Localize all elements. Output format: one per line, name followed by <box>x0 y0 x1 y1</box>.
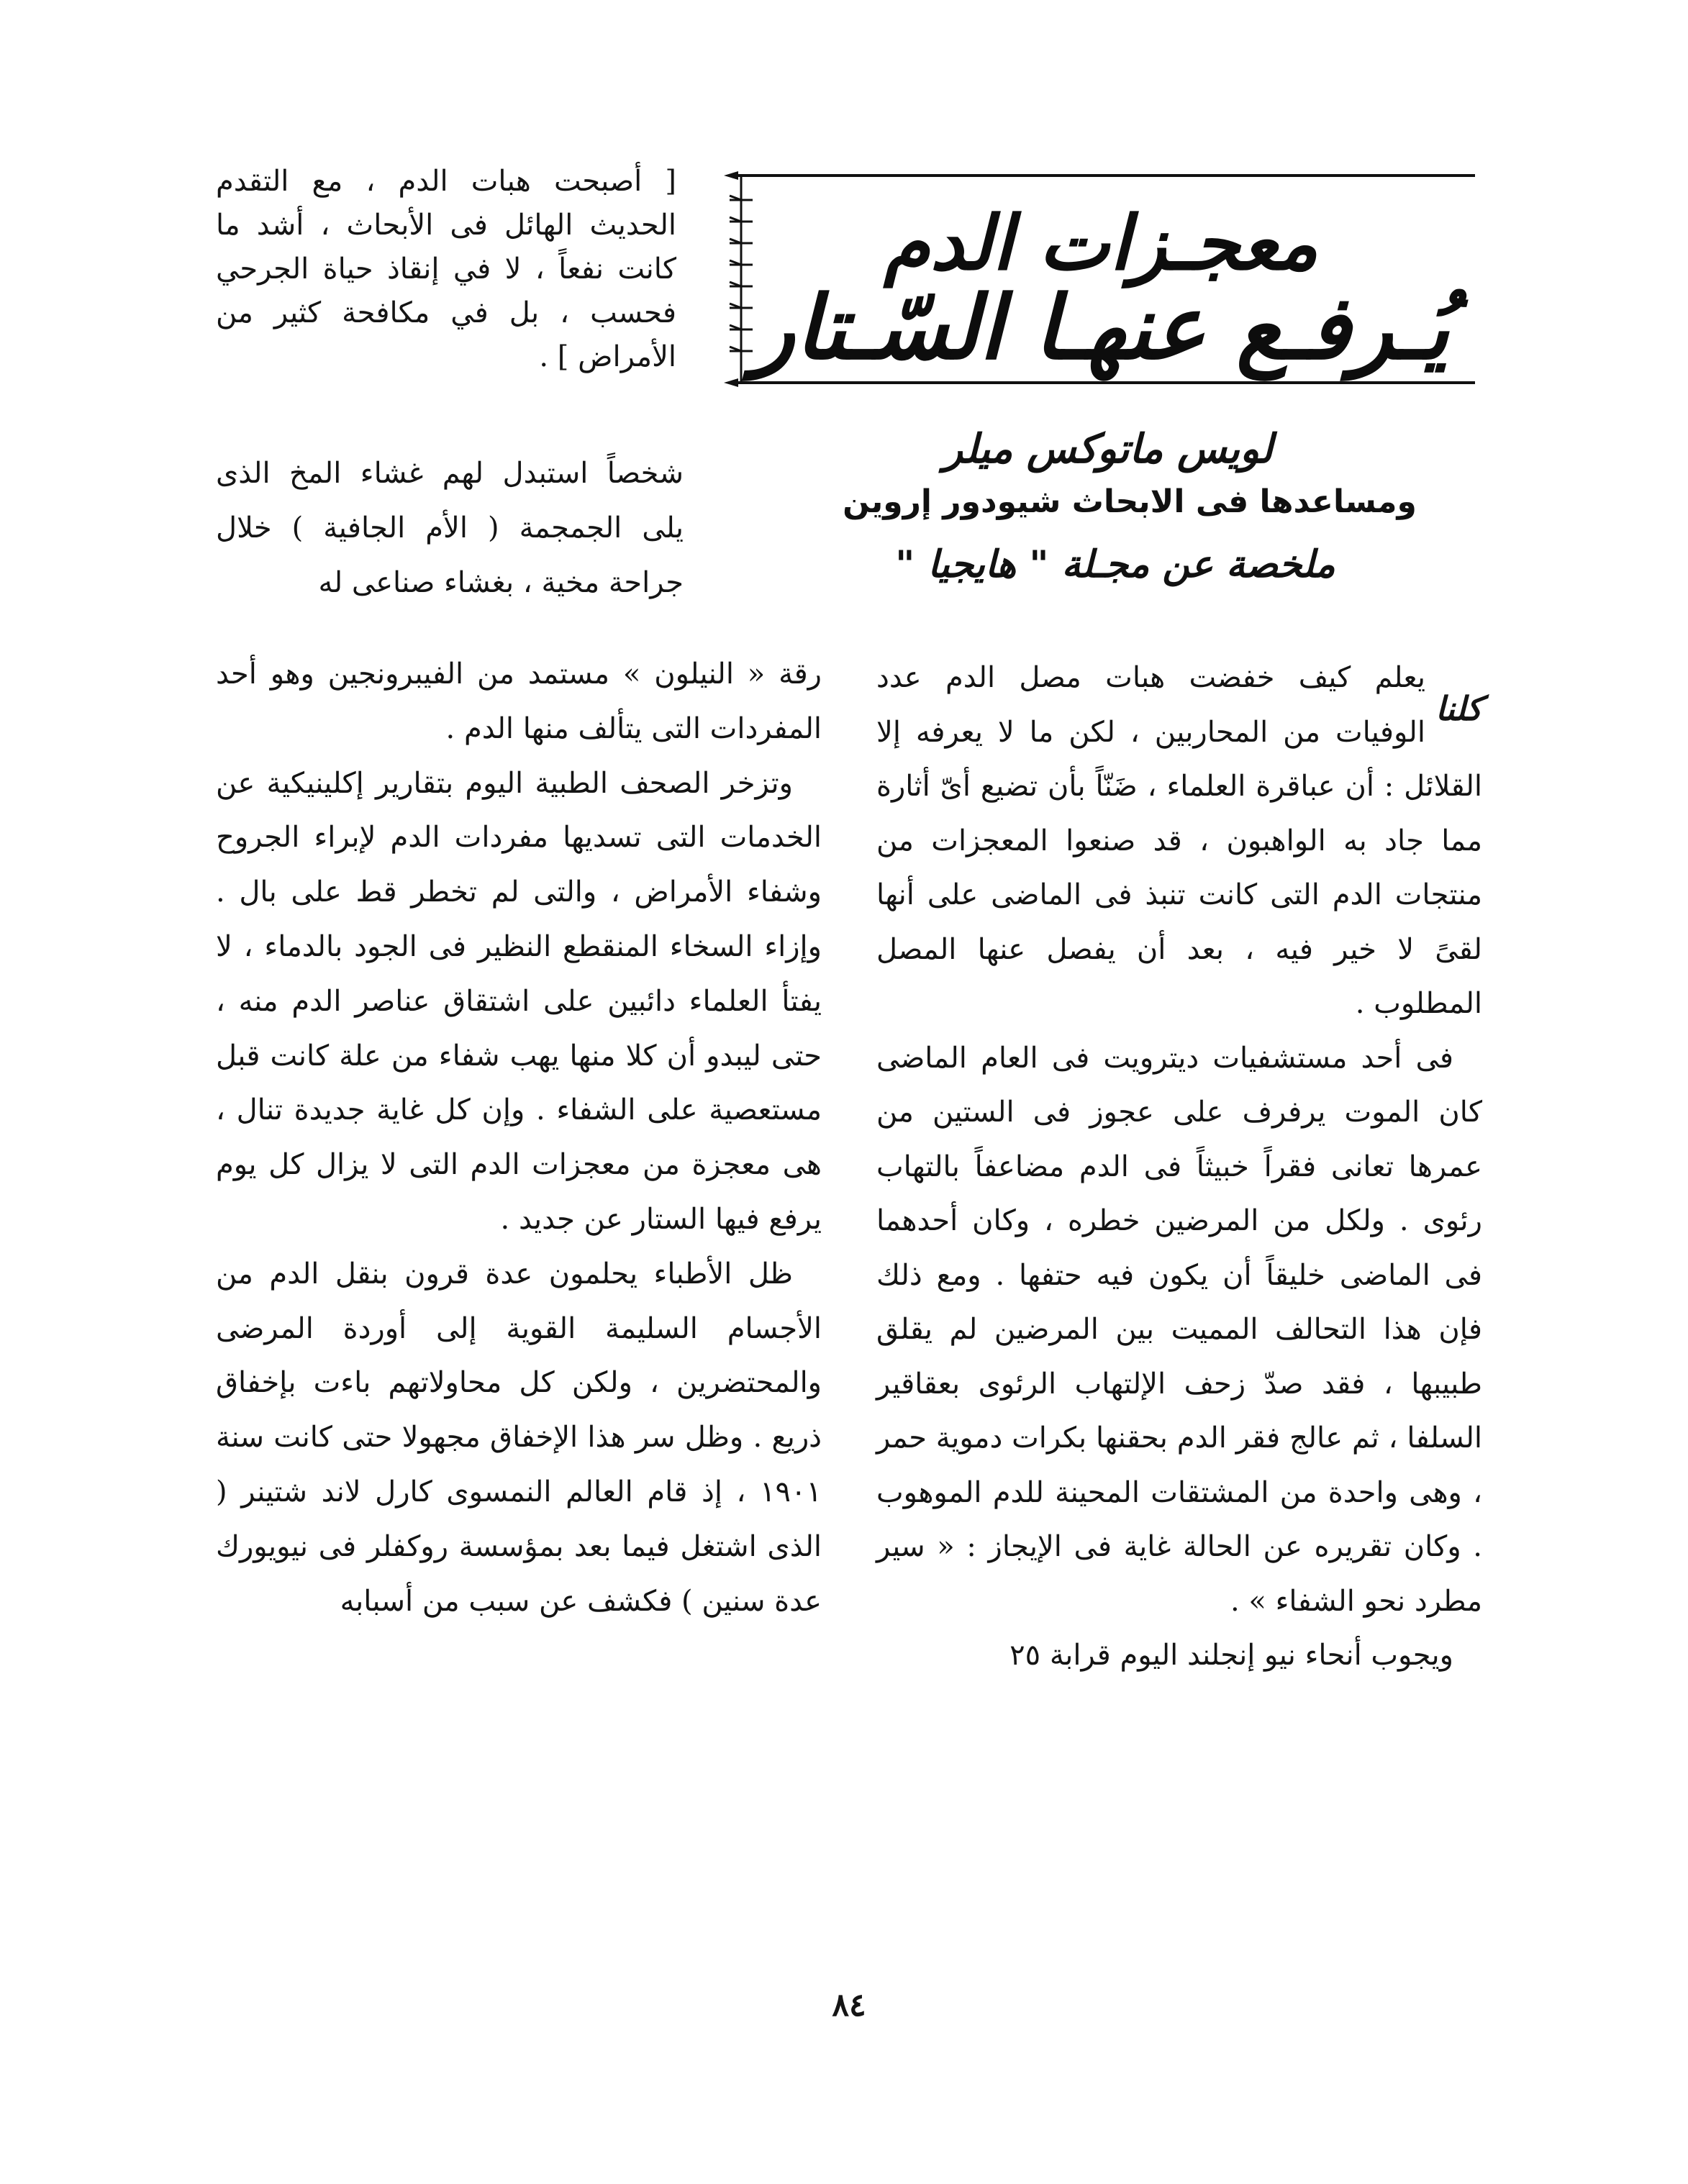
author-name: لويس ماتوكس ميلر <box>943 426 1273 473</box>
right-column <box>876 651 1482 1683</box>
left-paragraph-2: وتزخر الصحف الطبية اليوم بتقارير إكلينيكية عن الخدمات التى تسديها مفردات الدم لإبراء الجروح وشفاء الأمراض ، والتى لم تخطر قط على بال . وإزاء السخاء المنقطع النظير فى الجود بالدماء ، لا يفتأ العلماء دائبين على اشتقاق عناصر الدم منه ، حتى ليبدو أن كلا منها يهب شفاء من علة كانت قبل مستعصية على الشفاء . وإن كل غاية جديدة تنال ، هى معجزة من معجزات الدم التى لا يزال كل يوم يرفع فيها الستار عن جديد . <box>216 766 822 1236</box>
article-title-block <box>720 171 1482 387</box>
right-paragraph-1: يعلم كيف خفضت هبات مصل الدم عدد الوفيات من المحاربين ، لكن ما لا يعرفه إلا القلائل : أن عباقرة العلماء ، ضَنّاً بأن تضيع أىّ أثارة مما جاد به الواهبون ، قد صنعوا المعجزات من منتجات الدم التى كانت تنبذ فى الماضى على أنها لقىً لا خير فيه ، بعد أن يفصل عنها المصل المطلوب . <box>876 661 1483 1020</box>
research-assistant: ومساعدها فى الابحاث شيودور إروين <box>843 483 1417 520</box>
left-paragraph-3: ظل الأطباء يحلمون عدة قرون بنقل الدم من الأجسام السليمة القوية إلى أوردة المرضى والمحتضرين ، ولكن كل محاولاتهم باءت بإخفاق ذريع . وظل سر هذا الإخفاق مجهولا حتى كانت سنة ١٩٠١ ، إذ قام العالم النمسوى كارل لاند شتينر ( الذى اشتغل فيما بعد بمؤسسة روكفلر فى نيويورك عدة سنين ) فكشف عن سبب من أسبابه <box>216 1257 822 1618</box>
source-credit: ملخصة عن مجـلة " هايجيا " <box>895 543 1335 586</box>
title-line-1: معجـزات الدم <box>884 199 1318 287</box>
intro-paragraph: [ أصبحت هبات الدم ، مع التقدم الحديث الهائل فى الأبحاث ، أشد ما كانت نفعاً ، لا في إنقاذ حياة الجرحي فحسب ، بل في مكافحة كثير من الأمراض ] . <box>216 165 676 373</box>
left-column-top-text: شخصاً استبدل لهم غشاء المخ الذى يلى الجمجمة ( الأم الجافية ) خلال جراحة مخية ، بغشاء صناعى له <box>216 457 684 599</box>
right-paragraph-2: فى أحد مستشفيات ديترويت فى العام الماضى كان الموت يرفرف على عجوز فى الستين من عمرها تعانى فقراً خبيثاً فى الدم مضاعفاً بالتهاب رئوى . ولكل من المرضين خطره ، وكان أحدهما فى الماضى خليقاً أن يكون فيه حتفها . ومع ذلك فإن هذا التحالف المميت بين المرضين لم يقلق طبيبها ، فقد صدّ زحف الإلتهاب الرئوى بعقاقير السلفا ، ثم عالج فقر الدم بحقنها بكرات دموية حمر ، وهى واحدة من المشتقات المحينة للدم الموهوب . وكان تقريره عن الحالة غاية فى الإيجاز : « سير مطرد نحو الشفاء » . <box>876 1041 1482 1618</box>
left-paragraph-1: رقة « النيلون » مستمد من الفيبرونجين وهو أحد المفردات التى يتألف منها الدم . <box>216 658 822 745</box>
page-number: ٨٤ <box>832 1987 866 2024</box>
left-column <box>216 647 822 1629</box>
opening-word: كلنا <box>1435 689 1482 728</box>
title-line-2: يُـرفـع عنهـا السّـتار <box>752 277 1450 379</box>
right-paragraph-3: ويجوب أنحاء نيو إنجلند اليوم قرابة ٢٥ <box>1009 1639 1453 1672</box>
